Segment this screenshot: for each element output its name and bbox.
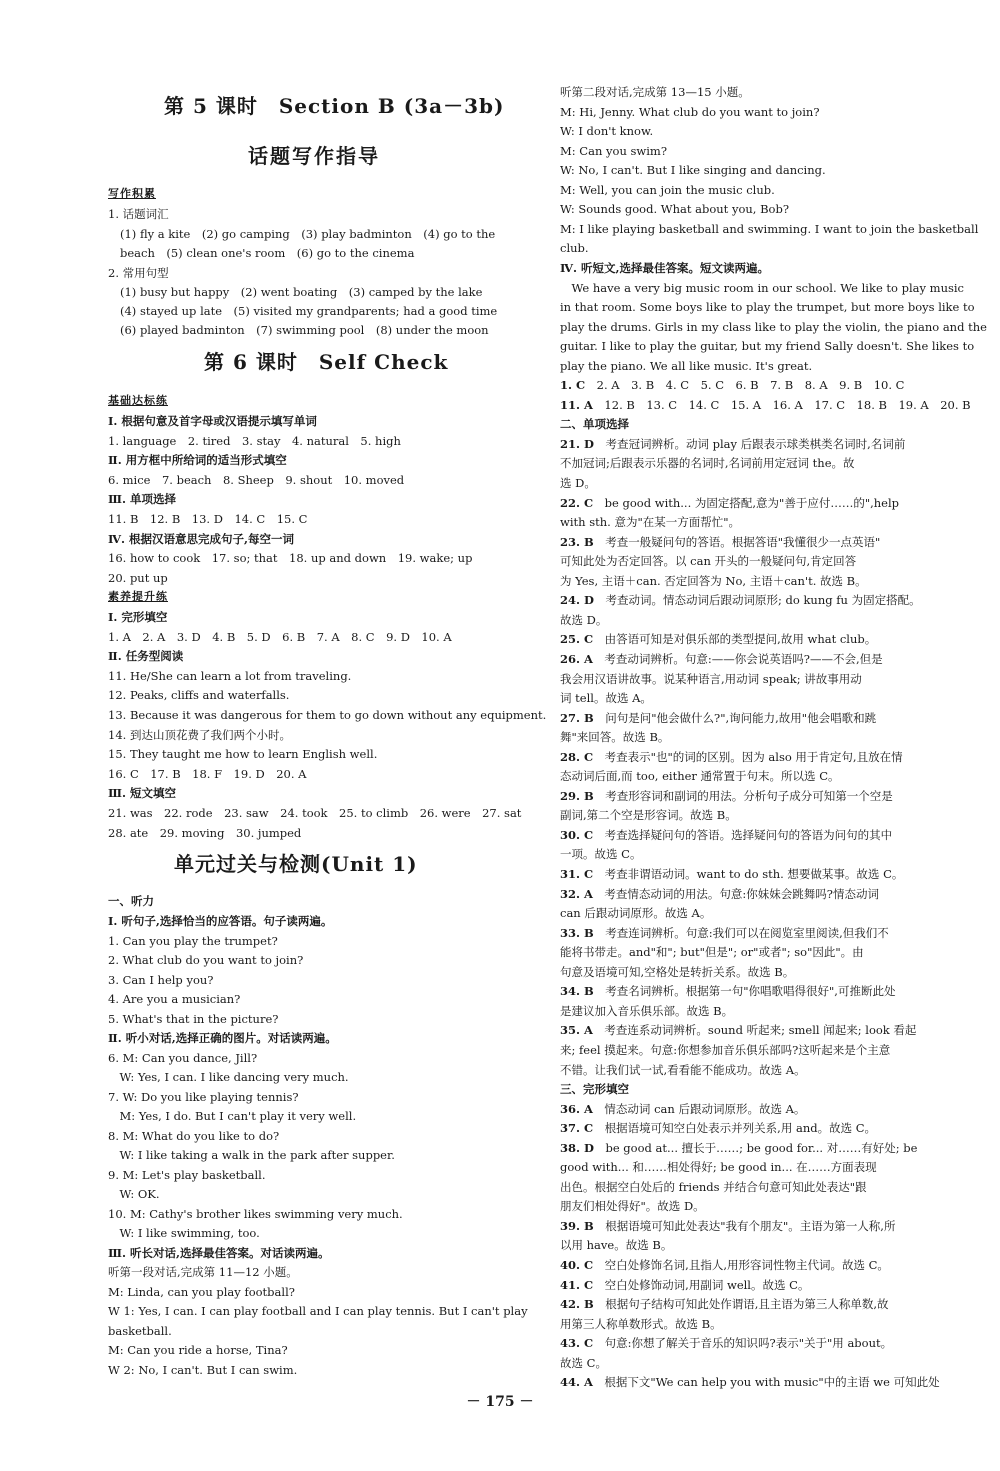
- answer-line: W: Sounds good. What about you, Bob?: [560, 202, 789, 217]
- answer-line: 28. C 考查表示"也"的词的区别。因为 also 用于肯定句,且放在情: [560, 749, 903, 764]
- practice-line: Ⅲ. 短文填空: [108, 786, 177, 801]
- answer-line: M: I like playing basketball and swimming. I want to join the basketball: [560, 221, 979, 236]
- answer-line: 23. B 考查一般疑问句的答语。根据答语"我懂很少一点英语": [560, 534, 881, 549]
- sentence-line: (4) stayed up late (5) visited my grandparents; had a good time: [120, 304, 498, 318]
- answer-line: 副词,第二个空是形容词。故选 B。: [560, 808, 737, 823]
- practice-line: Ⅲ. 单项选择: [108, 492, 177, 507]
- answer-line: 44. A 根据下文"We can help you with music"中的主语 we 可知此处: [560, 1375, 940, 1390]
- answer-line: 出色。根据空白处后的 friends 并结合句意可知此处表达"跟: [560, 1179, 867, 1194]
- answer-line: 41. C 空白处修饰动词,用副词 well。故选 C。: [560, 1277, 810, 1292]
- answer-line: 是建议加入音乐俱乐部。故选 B。: [560, 1003, 734, 1018]
- answer-line: 24. D 考查动词。情态动词后跟动词原形; do kung fu 为固定搭配。: [560, 593, 921, 608]
- listening-line: M: Can you ride a horse, Tina?: [108, 1343, 288, 1357]
- answer-line: play the drums. Girls in my class like to play the violin, the piano and the: [560, 319, 987, 334]
- answer-line: 不加冠词;后跟表示乐器的名词时,名词前用定冠词 the。故: [560, 456, 855, 471]
- answer-line: 43. C 句意:你想了解关于音乐的知识吗?表示"关于"用 about。: [560, 1336, 893, 1351]
- listening-line: 7. W: Do you like playing tennis?: [108, 1089, 299, 1104]
- answer-line: 故选 D。: [560, 612, 608, 627]
- listening-line: Ⅱ. 听小对话,选择正确的图片。对话读两遍。: [108, 1031, 337, 1045]
- lesson6-title: 第 6 课时 Self Check: [204, 350, 449, 374]
- writing-accumulation-label: 写作积累: [108, 187, 156, 200]
- answer-line: in that room. Some boys like to play the trumpet, but more boys like to: [560, 300, 975, 315]
- practice-line: 13. Because it was dangerous for them to go down without any equipment.: [108, 708, 547, 722]
- listening-line: 9. M: Let's play basketball.: [108, 1167, 266, 1182]
- practice-line: 16. how to cook 17. so; that 18. up and down 19. wake; up: [108, 551, 473, 566]
- answer-line: 可知此处为否定回答。以 can 开头的一般疑问句,肯定回答: [560, 554, 857, 569]
- answer-line: 一项。故选 C。: [560, 847, 642, 862]
- answer-line: 听第二段对话,完成第 13—15 小题。: [560, 85, 750, 99]
- listening-line: 10. M: Cathy's brother likes swimming very much.: [108, 1206, 403, 1221]
- answer-line: 27. B 问句是问"他会做什么?",询问能力,故用"他会唱歌和跳: [560, 710, 877, 725]
- vocab-heading: 1. 话题词汇: [108, 207, 169, 221]
- listening-heading: 一、听力: [108, 894, 154, 908]
- answer-line: 故选 C。: [560, 1355, 607, 1370]
- practice-line: Ⅰ. 根据句意及首字母或汉语提示填写单词: [108, 414, 317, 428]
- answer-line: good with... 和……相处得好; be good in... 在……方面表现: [560, 1160, 877, 1175]
- vocab-line: beach (5) clean one's room (6) go to the cinema: [120, 246, 415, 260]
- basic-practice-label: 基础达标练: [108, 394, 168, 407]
- listening-line: W 2: No, I can't. But I can swim.: [108, 1362, 298, 1377]
- answer-line: 31. C 考查非谓语动词。want to do sth. 想要做某事。故选 C。: [560, 867, 904, 881]
- answer-line: 38. D be good at... 擅长于……; be good for... 对……有好处; be: [560, 1140, 918, 1155]
- answer-line: club.: [560, 241, 589, 256]
- listening-line: W: OK.: [108, 1187, 160, 1201]
- answer-line: M: Well, you can join the music club.: [560, 182, 775, 197]
- answer-line: 35. A 考查连系动词辨析。sound 听起来; smell 闻起来; look 看起: [560, 1023, 917, 1038]
- sentence-line: (6) played badminton (7) swimming pool (8) under the moon: [120, 323, 489, 337]
- answer-line: 11. A 12. B 13. C 14. C 15. A 16. A 17. C 18. B 19. A 20. B: [560, 397, 971, 412]
- practice-line: 20. put up: [108, 570, 168, 585]
- practice-line: 12. Peaks, cliffs and waterfalls.: [108, 688, 290, 703]
- practice-line: 1. language 2. tired 3. stay 4. natural 5. high: [108, 433, 401, 448]
- practice-line: 14. 到达山顶花费了我们两个小时。: [108, 727, 291, 742]
- answer-line: 我会用汉语讲故事。说某种语言,用动词 speak; 讲故事用动: [560, 671, 862, 686]
- answer-line: W: I don't know.: [560, 124, 654, 139]
- practice-line: Ⅱ. 任务型阅读: [108, 649, 184, 664]
- answer-line: Ⅳ. 听短文,选择最佳答案。短文读两遍。: [560, 260, 770, 275]
- listening-line: W: Yes, I can. I like dancing very much.: [108, 1070, 349, 1084]
- answer-line: 22. C be good with... 为固定搭配,意为"善于应付……的",help: [560, 495, 900, 510]
- answer-line: 34. B 考查名词辨析。根据第一句"你唱歌唱得很好",可推断此处: [560, 984, 896, 999]
- answer-line: 26. A 考查动词辨析。句意:——你会说英语吗?——不会,但是: [560, 651, 883, 666]
- answer-line: W: No, I can't. But I like singing and dancing.: [560, 163, 826, 178]
- answer-line: 词 tell。故选 A。: [560, 691, 652, 706]
- skill-practice-label: 素养提升练: [108, 590, 168, 603]
- listening-line: W: I like swimming, too.: [108, 1226, 260, 1240]
- listening-line: 1. Can you play the trumpet?: [108, 933, 278, 948]
- listening-line: 2. What club do you want to join?: [108, 953, 304, 967]
- unit-test-title: 单元过关与检测(Unit 1): [174, 852, 418, 876]
- listening-line: 3. Can I help you?: [108, 972, 214, 987]
- answer-line: 句意及语境可知,空格处是转折关系。故选 B。: [560, 964, 795, 979]
- answer-line: 21. D 考查冠词辨析。动词 play 后跟表示球类棋类名词时,名词前: [560, 436, 906, 451]
- listening-line: Ⅲ. 听长对话,选择最佳答案。对话读两遍。: [108, 1245, 330, 1260]
- answer-line: 42. B 根据句子结构可知此处作谓语,且主语为第三人称单数,故: [560, 1297, 889, 1312]
- sentence-line: (1) busy but happy (2) went boating (3) camped by the lake: [120, 285, 483, 299]
- answer-line: M: Hi, Jenny. What club do you want to join?: [560, 104, 820, 119]
- answer-line: 用第三人称单数形式。故选 B。: [560, 1316, 722, 1331]
- listening-line: 5. What's that in the picture?: [108, 1011, 279, 1026]
- answer-line: with sth. 意为"在某一方面帮忙"。: [560, 515, 741, 530]
- answer-line: 不错。让我们试一试,看看能不能成功。故选 A。: [560, 1062, 806, 1077]
- answer-line: 为 Yes, 主语＋can. 否定回答为 No, 主语＋can't. 故选 B。: [560, 573, 867, 588]
- listening-line: W: I like taking a walk in the park after supper.: [108, 1148, 395, 1162]
- practice-line: 11. B 12. B 13. D 14. C 15. C: [108, 512, 308, 526]
- answer-line: play the piano. We all like music. It's great.: [560, 358, 813, 373]
- lesson5-subtitle: 话题写作指导: [248, 144, 380, 168]
- answer-line: 25. C 由答语可知是对俱乐部的类型提问,故用 what club。: [560, 632, 877, 647]
- answer-line: 能将书带走。and"和"; but"但是"; or"或者"; so"因此"。由: [560, 945, 864, 960]
- listening-line: 听第一段对话,完成第 11—12 小题。: [108, 1265, 298, 1279]
- listening-line: W 1: Yes, I can. I can play football and I can play tennis. But I can't play: [108, 1304, 528, 1318]
- answer-line: 37. C 根据语境可知空白处表示并列关系,用 and。故选 C。: [560, 1121, 877, 1136]
- answer-line: 选 D。: [560, 476, 596, 490]
- sentence-heading: 2. 常用句型: [108, 266, 169, 280]
- practice-line: 1. A 2. A 3. D 4. B 5. D 6. B 7. A 8. C 9. D 10. A: [108, 629, 452, 644]
- practice-line: 15. They taught me how to learn English well.: [108, 747, 378, 762]
- answer-line: 来; feel 摸起来。句意:你想参加音乐俱乐部吗?这听起来是个主意: [560, 1042, 891, 1057]
- answer-line: 32. A 考查情态动词的用法。句意:你妹妹会跳舞吗?情态动词: [560, 886, 879, 901]
- answer-line: 39. B 根据语境可知此处表达"我有个朋友"。主语为第一人称,所: [560, 1218, 896, 1233]
- answer-line: 舞"来回答。故选 B。: [560, 730, 670, 745]
- listening-line: 6. M: Can you dance, Jill?: [108, 1050, 258, 1065]
- listening-line: 8. M: What do you like to do?: [108, 1128, 280, 1143]
- practice-line: Ⅳ. 根据汉语意思完成句子,每空一词: [108, 531, 295, 546]
- lesson5-title: 第 5 课时 Section B (3a－3b): [164, 94, 505, 118]
- practice-line: 11. He/She can learn a lot from traveling.: [108, 668, 352, 683]
- answer-line: can 后跟动词原形。故选 A。: [560, 906, 712, 921]
- answer-line: 二、单项选择: [560, 417, 629, 432]
- answer-line: 40. C 空白处修饰名词,且指人,用形容词性物主代词。故选 C。: [560, 1258, 889, 1272]
- answer-line: 33. B 考查连词辨析。句意:我们可以在阅览室里阅读,但我们不: [560, 925, 889, 940]
- answer-line: guitar. I like to play the guitar, but my friend Sally doesn't. She likes to: [560, 339, 975, 354]
- practice-line: 21. was 22. rode 23. saw 24. took 25. to climb 26. were 27. sat: [108, 806, 522, 820]
- answer-line: 态动词后面,而 too, either 通常置于句末。所以选 C。: [560, 769, 840, 784]
- answer-line: 29. B 考查形容词和副词的用法。分析句子成分可知第一个空是: [560, 788, 893, 803]
- answer-line: 三、完形填空: [560, 1082, 629, 1097]
- practice-line: 6. mice 7. beach 8. Sheep 9. shout 10. moved: [108, 472, 405, 487]
- practice-line: 28. ate 29. moving 30. jumped: [108, 825, 302, 840]
- answer-line: We have a very big music room in our school. We like to play music: [560, 280, 964, 295]
- listening-line: M: Linda, can you play football?: [108, 1284, 295, 1299]
- vocab-line: (1) fly a kite (2) go camping (3) play badminton (4) go to the: [120, 227, 496, 241]
- answer-line: M: Can you swim?: [560, 143, 667, 158]
- practice-line: Ⅱ. 用方框中所给词的适当形式填空: [108, 453, 287, 468]
- answer-line: 以用 have。故选 B。: [560, 1238, 673, 1253]
- listening-line: Ⅰ. 听句子,选择恰当的应答语。句子读两遍。: [108, 914, 333, 928]
- listening-line: 4. Are you a musician?: [108, 992, 241, 1006]
- answer-line: 1. C 2. A 3. B 4. C 5. C 6. B 7. B 8. A 9. B 10. C: [560, 378, 905, 393]
- page-number: － 175 －: [466, 1394, 534, 1410]
- listening-line: M: Yes, I do. But I can't play it very well.: [108, 1109, 357, 1123]
- answer-line: 30. C 考查选择疑问句的答语。选择疑问句的答语为问句的其中: [560, 827, 893, 842]
- practice-line: 16. C 17. B 18. F 19. D 20. A: [108, 766, 307, 781]
- practice-line: Ⅰ. 完形填空: [108, 610, 168, 624]
- answer-line: 朋友们相处得好"。故选 D。: [560, 1199, 705, 1214]
- answer-line: 36. A 情态动词 can 后跟动词原形。故选 A。: [560, 1101, 806, 1116]
- listening-line: basketball.: [108, 1323, 172, 1338]
